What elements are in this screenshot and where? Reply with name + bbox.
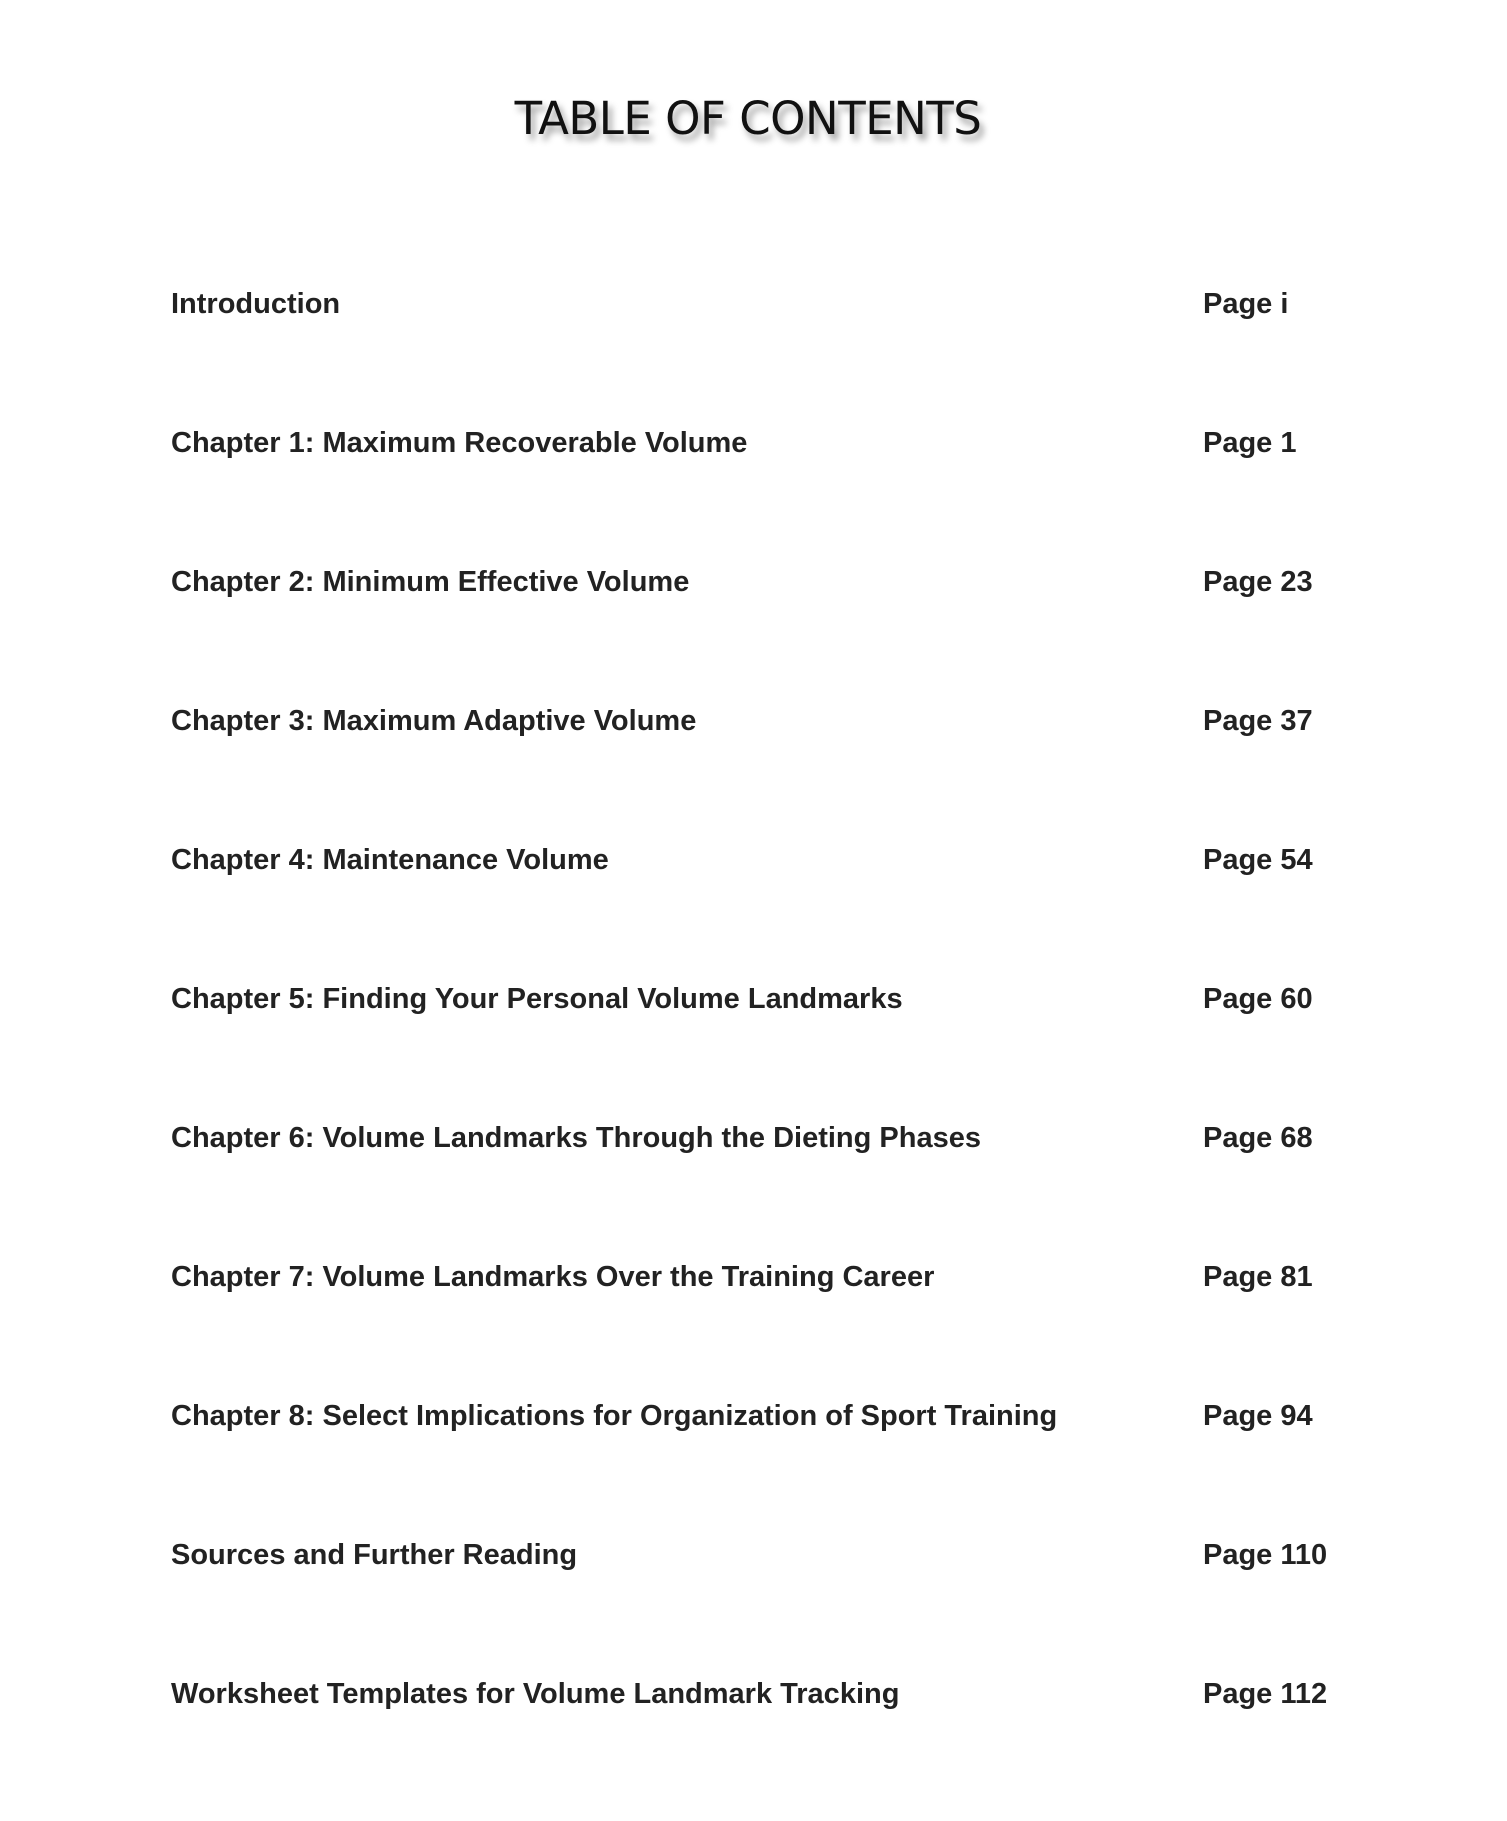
toc-entry-label: Chapter 3: Maximum Adaptive Volume (171, 705, 697, 737)
page-title: TABLE OF CONTENTS (514, 92, 982, 145)
toc-entry-introduction[interactable] (171, 270, 1371, 409)
toc-entry-label: Sources and Further Reading (171, 1539, 578, 1571)
toc-entry-worksheets[interactable] (171, 1660, 1371, 1799)
toc-entry-sources[interactable] (171, 1521, 1371, 1660)
toc-entry-page: Page 54 (1203, 844, 1313, 876)
toc-entry-label: Chapter 5: Finding Your Personal Volume Landmarks (171, 983, 903, 1015)
toc-entry-chapter-7[interactable] (171, 1243, 1371, 1382)
toc-entry-page: Page 37 (1203, 705, 1313, 737)
toc-entry-label: Chapter 4: Maintenance Volume (171, 844, 609, 876)
toc-entry-page: Page 112 (1203, 1678, 1328, 1710)
toc-entry-page: Page 110 (1203, 1539, 1328, 1571)
toc-entry-chapter-5[interactable] (171, 965, 1371, 1104)
toc-entry-chapter-8[interactable] (171, 1382, 1371, 1521)
toc-entry-chapter-2[interactable] (171, 548, 1371, 687)
toc-entry-chapter-6[interactable] (171, 1104, 1371, 1243)
toc-entry-page: Page 1 (1203, 427, 1297, 459)
toc-entry-label: Chapter 8: Select Implications for Organization of Sport Training (171, 1400, 1058, 1432)
toc-entry-label: Chapter 7: Volume Landmarks Over the Training Career (171, 1261, 935, 1293)
toc-entry-page: Page 68 (1203, 1122, 1313, 1154)
toc-entry-label: Introduction (171, 288, 341, 320)
toc-list (171, 270, 1371, 1799)
toc-entry-chapter-3[interactable] (171, 687, 1371, 826)
toc-entry-page: Page 60 (1203, 983, 1313, 1015)
toc-entry-chapter-1[interactable] (171, 409, 1371, 548)
toc-entry-chapter-4[interactable] (171, 826, 1371, 965)
toc-entry-page: Page 23 (1203, 566, 1313, 598)
toc-entry-label: Worksheet Templates for Volume Landmark Tracking (171, 1678, 900, 1710)
toc-entry-page: Page 94 (1203, 1400, 1313, 1432)
toc-entry-label: Chapter 2: Minimum Effective Volume (171, 566, 690, 598)
toc-entry-label: Chapter 1: Maximum Recoverable Volume (171, 427, 748, 459)
toc-entry-label: Chapter 6: Volume Landmarks Through the Dieting Phases (171, 1122, 981, 1154)
toc-entry-page: Page 81 (1203, 1261, 1313, 1293)
toc-entry-page: Page i (1203, 288, 1289, 320)
